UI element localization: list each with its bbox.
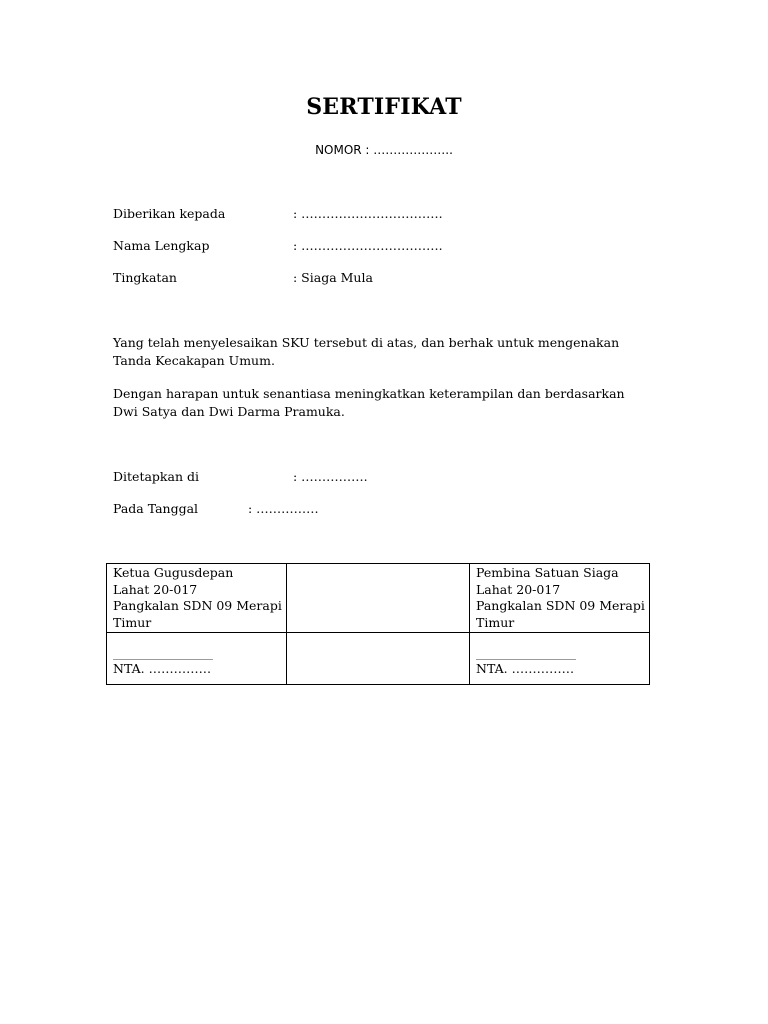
page-title: SERTIFIKAT xyxy=(306,94,462,120)
left-title-line: Timur xyxy=(113,614,152,630)
right-title-line: Pembina Satuan Siaga xyxy=(476,565,619,580)
paragraph-hope: Dengan harapan untuk senantiasa meningkatkan keterampilan dan berdasarkan Dwi Satya dan Dwi Darma Pramuka. xyxy=(113,386,625,419)
middle-empty-cell xyxy=(287,633,470,685)
right-signatory-title xyxy=(470,564,650,633)
right-nta: NTA. …………… xyxy=(476,661,575,676)
ditetapkan-value: : ……………. xyxy=(293,469,368,484)
paragraph-completion: Yang telah menyelesaikan SKU tersebut di atas, dan berhak untuk mengenakan Tanda Kecakapan Umum. xyxy=(113,335,620,368)
signature-nta-row xyxy=(107,633,650,685)
right-signature-line: ____________________ xyxy=(476,649,576,660)
certificate-number: NOMOR : ……………….. xyxy=(315,143,453,157)
field-value-tingkatan: : Siaga Mula xyxy=(293,270,373,285)
right-title-line: Timur xyxy=(476,614,515,630)
field-value-diberikan-kepada: : ……………………………. xyxy=(293,206,443,221)
signature-title-row xyxy=(107,564,650,633)
left-nta: NTA. …………… xyxy=(113,661,212,676)
left-signatory-title xyxy=(107,564,287,633)
tanggal-label: Pada Tanggal xyxy=(113,501,199,516)
left-signature-line: ____________________ xyxy=(113,649,213,660)
ditetapkan-label: Ditetapkan di xyxy=(113,469,199,484)
field-label-tingkatan: Tingkatan xyxy=(113,270,177,285)
right-signature-cell xyxy=(470,633,650,685)
right-title-line: Lahat 20-017 xyxy=(476,581,561,597)
right-title-line: Pangkalan SDN 09 Merapi xyxy=(476,598,645,613)
signature-table xyxy=(106,563,650,685)
middle-empty-cell xyxy=(287,564,470,633)
field-label-nama-lengkap: Nama Lengkap xyxy=(113,238,210,253)
field-label-diberikan-kepada: Diberikan kepada xyxy=(113,206,226,221)
left-title-line: Ketua Gugusdepan xyxy=(113,565,234,580)
tanggal-value: : …………… xyxy=(248,501,319,516)
field-value-nama-lengkap: : ……………………………. xyxy=(293,238,443,253)
left-title-line: Lahat 20-017 xyxy=(113,581,198,597)
left-title-line: Pangkalan SDN 09 Merapi xyxy=(113,598,282,613)
left-signature-cell xyxy=(107,633,287,685)
